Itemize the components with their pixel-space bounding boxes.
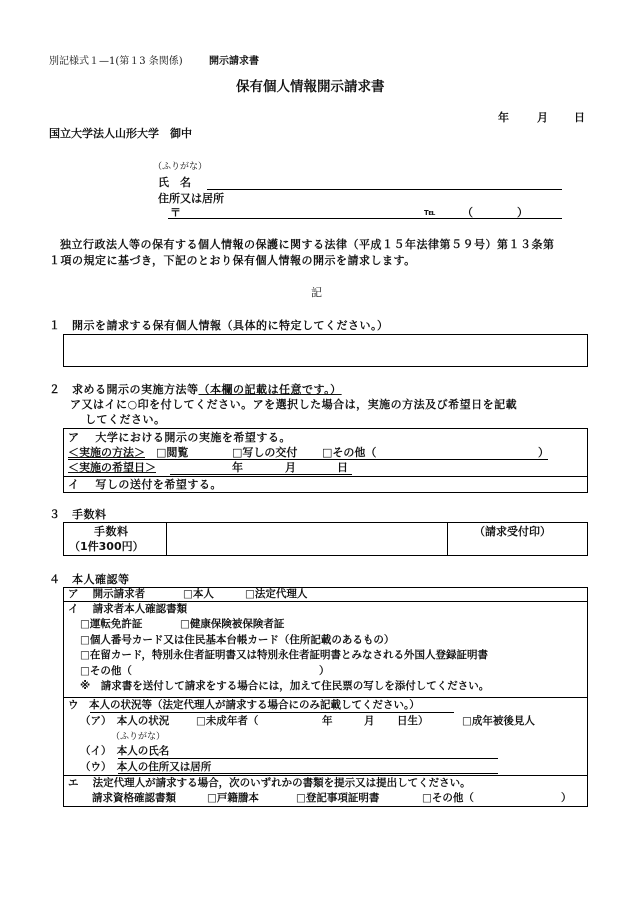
section4-divider-i — [63, 697, 588, 698]
method-other-close: ） — [538, 446, 549, 459]
requester-self-checkbox[interactable]: □本人 — [183, 588, 214, 600]
date-month-label: 月 — [537, 111, 548, 124]
intro-line-1: 独立行政法人等の保有する個人情報の保護に関する法律（平成１５年法律第５９号）第１３条第 — [60, 238, 555, 251]
requester-agent-checkbox[interactable]: □法定代理人 — [245, 588, 308, 600]
method-underline — [68, 459, 548, 460]
principal-name-field[interactable] — [118, 758, 498, 759]
addressee: 国立大学法人山形大学 御中 — [49, 127, 192, 140]
date-year-label: 年 — [498, 111, 509, 124]
applicant-name-field[interactable] — [207, 189, 562, 190]
section2-heading-note: （本欄の記載は任意です。） — [198, 383, 342, 396]
fee-stamp-area[interactable] — [167, 523, 446, 555]
agent-docs-label: エ 法定代理人が請求する場合，次のいずれかの書類を提示又は提出してください。 — [68, 777, 471, 789]
section4-heading: ４ 本人確認等 — [49, 573, 130, 586]
status-year-label: 年 — [322, 715, 333, 727]
desired-day-label: 日 — [337, 461, 348, 474]
section1-heading: １ 開示を請求する保有個人情報（具体的に特定してください。） — [49, 319, 389, 332]
doc-insurance-checkbox[interactable]: □健康保険被保険者証 — [180, 618, 285, 630]
section2-divider — [63, 476, 588, 477]
id-docs-label: イ 請求者本人確認書類 — [68, 603, 188, 615]
page-title: 保有個人情報開示請求書 — [236, 79, 385, 95]
method-copy-checkbox[interactable]: □写しの交付 — [232, 446, 298, 459]
principal-address-label: （ウ） 本人の住所又は居所 — [80, 761, 212, 773]
furigana-label: （ふりがな） — [153, 162, 208, 172]
status-month-label: 月 — [364, 715, 375, 727]
qual-other-close: ） — [561, 792, 572, 804]
principal-status-label: （ア） 本人の状況 — [80, 715, 170, 727]
section4-divider-a — [63, 601, 588, 602]
method-label: ＜実施の方法＞ — [68, 446, 145, 459]
doc-mynumber-checkbox[interactable]: □個人番号カード又は住民基本台帳カード（住所記載のあるもの） — [80, 634, 395, 646]
doc-other-checkbox[interactable]: □その他（ — [80, 665, 132, 677]
qual-koseki-checkbox[interactable]: □戸籍謄本 — [207, 792, 259, 804]
principal-name-label: （イ） 本人の氏名 — [80, 745, 170, 757]
principal-address-field[interactable] — [118, 773, 498, 774]
section2-instruction-2: してください。 — [85, 413, 166, 426]
principal-furigana-label: （ふりがな） — [111, 732, 166, 742]
doc-note: ※ 請求書を送付して請求をする場合には，加えて住民票の写しを添付してください。 — [80, 680, 490, 692]
postal-mark: 〒 — [170, 206, 181, 219]
section4-divider-u — [63, 775, 588, 776]
tel-label: ℡ — [424, 208, 436, 218]
date-day-label: 日 — [574, 111, 585, 124]
section2-heading — [49, 384, 342, 395]
applicant-address-label: 住所又は居所 — [158, 192, 224, 205]
section2-row-a[interactable]: ア 大学における開示の実施を希望する。 — [68, 431, 291, 444]
status-minor-checkbox[interactable]: □未成年者（ — [196, 715, 259, 727]
status-birth-label: 日生） — [397, 715, 429, 727]
stamp-label: （請求受付印） — [474, 525, 551, 538]
tel-paren: （ ） — [462, 206, 528, 219]
requester-type-label: ア 開示請求者 — [68, 588, 146, 600]
section3-divider-2 — [447, 522, 448, 556]
doc-other-close: ） — [319, 665, 330, 677]
section1-input-box[interactable] — [63, 334, 588, 367]
intro-line-2: １項の規定に基づき，下記のとおり保有個人情報の開示を請求します。 — [49, 254, 416, 267]
qualification-docs-label: 請求資格確認書類 — [92, 792, 176, 804]
doc-residence-card-checkbox[interactable]: □在留カード，特別永住者証明書又は特別永住者証明書とみなされる外国人登録証明書 — [80, 649, 488, 661]
principal-status-heading — [68, 700, 420, 711]
fee-amount: （1件300円） — [69, 540, 144, 553]
qual-other-checkbox[interactable]: □その他（ — [422, 792, 474, 804]
desired-month-label: 月 — [285, 461, 296, 474]
section2-row-i[interactable]: イ 写しの送付を希望する。 — [68, 478, 222, 491]
principal-status-heading-text: ウ 本人の状況等（法定代理人が請求する場合にのみ記載してください。） — [68, 699, 420, 711]
principal-status-heading-underline — [90, 712, 454, 713]
section3-heading: ３ 手数料 — [49, 508, 107, 521]
applicant-name-label: 氏 名 — [158, 176, 191, 189]
desired-date-label: ＜実施の希望日＞ — [68, 461, 156, 474]
desired-year-label: 年 — [232, 461, 243, 474]
method-other-checkbox[interactable]: □その他（ — [322, 446, 377, 459]
method-view-checkbox[interactable]: □閲覧 — [156, 446, 189, 459]
desired-date-underline — [170, 474, 352, 475]
status-guardian-checkbox[interactable]: □成年被後見人 — [462, 715, 535, 727]
fee-label: 手数料 — [94, 525, 129, 538]
qual-registry-checkbox[interactable]: □登記事項証明書 — [296, 792, 380, 804]
applicant-address-field[interactable] — [168, 218, 562, 219]
ki-mark: 記 — [311, 286, 322, 299]
section2-heading-text: ２ 求める開示の実施方法等 — [49, 383, 199, 396]
doc-license-checkbox[interactable]: □運転免許証 — [80, 618, 143, 630]
form-reference: 別記様式１—1(第１3 条関係) — [49, 56, 183, 67]
section2-instruction-1: ア又はイに○印を付してください。アを選択した場合は，実施の方法及び希望日を記載 — [70, 398, 518, 411]
form-reference-subtitle: 開示請求書 — [209, 56, 259, 67]
